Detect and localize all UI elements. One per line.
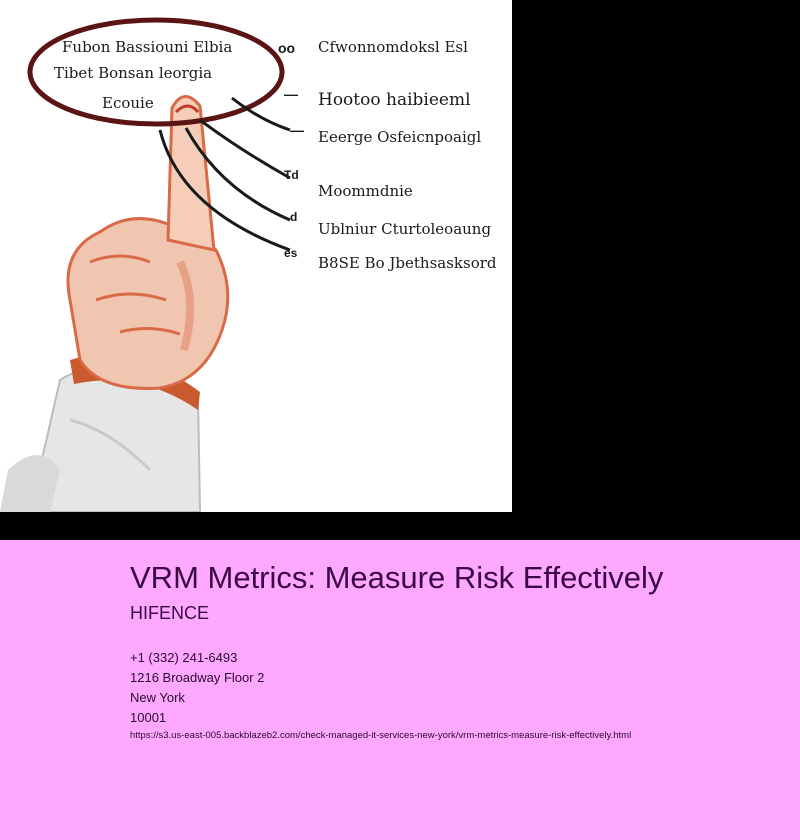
city: New York [130,690,185,705]
business-info-panel [0,540,800,840]
callout-label-6: B8SE Bo Jbethsasksord [318,254,497,272]
street-address: 1216 Broadway Floor 2 [130,670,265,685]
zip-code: 10001 [130,710,167,725]
callout-label-3: Eeerge Osfeicnpoaigl [318,128,482,146]
callout-mark-6: es [284,246,298,260]
callout-mark-5: d [290,210,298,224]
callout-mark-4: Td [284,168,299,182]
contact-details [130,648,264,728]
page-url-link[interactable]: https://s3.us-east-005.backblazeb2.com/check-managed-it-services-new-york/vrm-metrics-measure-risk-effectively.html [130,730,632,741]
callout-mark-2: — [284,86,298,102]
callout-label-2: Hootoo haibieeml [318,90,471,110]
callout-mark-3: — [290,122,304,138]
callout-mark-1: oo [278,40,296,56]
circle-label-1: Fubon Bassiouni Elbia [62,38,233,56]
circle-label-3: Ecouie [102,94,154,112]
hero-image [0,0,512,512]
callout-label-1: Cfwonnomdoksl Esl [318,38,468,56]
circle-label-2: Tibet Bonsan leorgia [54,64,213,82]
phone-number[interactable]: +1 (332) 241-6493 [130,650,238,665]
callout-label-5: Ublniur Cturtoleoaung [318,220,492,238]
company-name: HIFENCE [130,603,210,623]
callout-label-4: Moommdnie [318,182,413,200]
page-title: VRM Metrics: Measure Risk Effectively [130,560,664,595]
